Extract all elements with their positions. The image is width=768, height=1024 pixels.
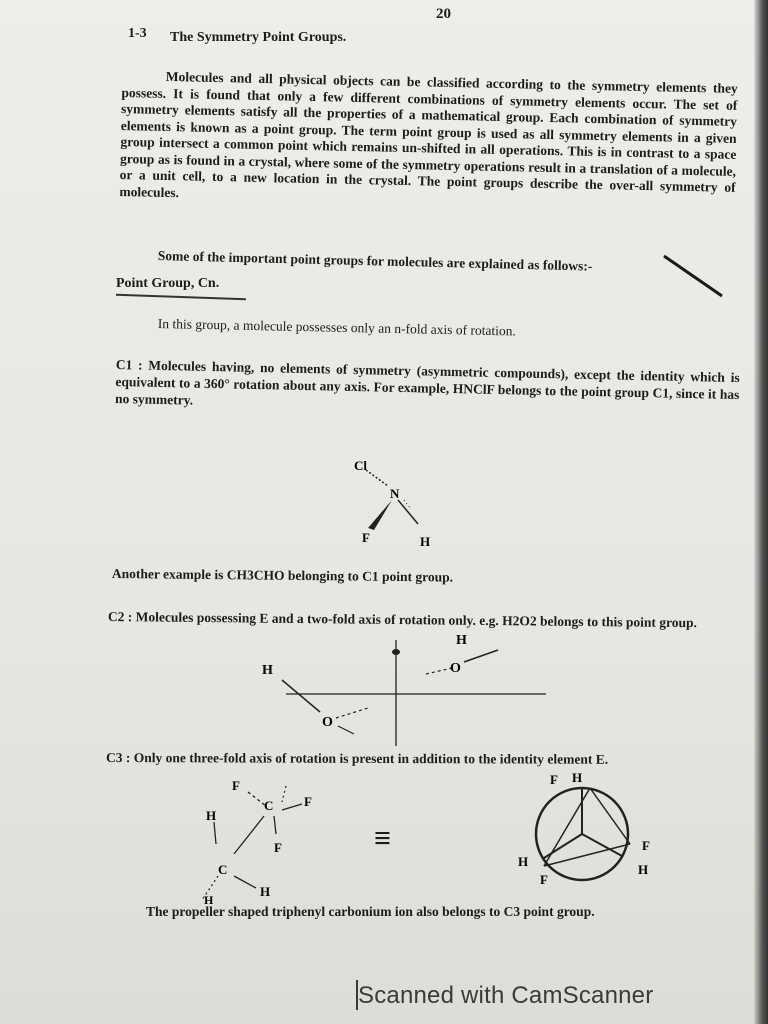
c3r-f-top-label: F	[550, 772, 558, 787]
c1-text: : Molecules having, no elements of symmetry (asymmetric compounds), except the identity which is equivalent to a 360° rotation about any axis. For example, HNClF belongs to the point group C1, since it has no symmetry.	[114, 357, 740, 408]
c3l-c-top-label: C	[264, 798, 274, 813]
another-example-line: Another example is CH3CHO belonging to C1 point group.	[111, 566, 454, 585]
c3l-h-left-label: H	[206, 808, 217, 823]
c3-label: C3	[105, 750, 123, 766]
c3-text: : Only one three-fold axis of rotation is present in addition to the identity element E.	[125, 750, 609, 767]
equivalence-symbol: ≡	[374, 822, 392, 855]
hnclf-f-label: F	[362, 530, 370, 545]
h2o2-h-right-label: H	[456, 633, 467, 648]
section-number: 1-3	[128, 26, 147, 41]
c3l-h-bl-label: H	[204, 893, 214, 906]
hnclf-h-label: H	[420, 534, 431, 549]
intro-text: Molecules and all physical objects can be classified according to the symmetry elements they possess. It is found that only a few different combinations of symmetry elements occur. The set of symmetry elements satisfy all the properties of a mathematical group. Each combination of symmetry elements is known as a point group. The term point group is used as all symmetry elements in a given group intersect a common point which remains un-shifted in all operations. This is in contrast to a space group as is found in a crystal, where some of the symmetry operations result in a translation of a molecule, or a unit cell, to a new location in the crystal. The point groups describe the over-all symmetry of molecules.	[119, 68, 738, 200]
camscanner-watermark: Scanned with CamScanner	[358, 982, 654, 1009]
h2o2-h-left-label: H	[262, 663, 273, 678]
c3r-h-top-label: H	[572, 770, 583, 785]
c3r-f-bottom-label: F	[540, 872, 548, 887]
hnclf-structure	[340, 450, 450, 550]
c3-paragraph	[106, 750, 608, 768]
c3r-h-left-label: H	[518, 854, 529, 869]
c3l-f-right-label: F	[304, 794, 312, 809]
c3-sawhorse-structure	[190, 776, 340, 906]
cn-description: In this group, a molecule possesses only an n-fold axis of rotation.	[157, 316, 516, 339]
c2-label: C2	[107, 608, 125, 625]
h2o2-o-lower-label: O	[322, 715, 333, 730]
intro-paragraph	[119, 68, 738, 213]
hnclf-cl-label: Cl	[354, 458, 367, 473]
c3l-f-bottom-label: F	[274, 840, 282, 855]
c2-text: : Molecules possessing E and a two-fold axis of rotation only. e.g. H2O2 belongs to this point group.	[127, 609, 698, 631]
c3r-h-right-label: H	[638, 862, 649, 877]
hnclf-n-label: N	[390, 486, 400, 501]
h2o2-structure	[250, 630, 560, 750]
c3l-h-br-label: H	[260, 884, 271, 899]
h2o2-o-upper-label: O	[450, 661, 461, 676]
c3l-f-top-label: F	[232, 778, 240, 793]
page-number: 20	[436, 6, 451, 22]
c3l-c-bottom-label: C	[218, 862, 228, 877]
important-groups-line: Some of the important point groups for molecules are explained as follows:-	[157, 248, 593, 274]
page-edge-shadow	[754, 0, 768, 1024]
pen-mark-icon	[660, 250, 730, 300]
point-group-heading: Point Group, Cn.	[116, 276, 220, 291]
caption-text: The propeller shaped triphenyl carbonium ion also belongs to C3 point group.	[146, 904, 595, 919]
c3r-f-right-label: F	[642, 838, 650, 853]
c1-label: C1	[115, 356, 133, 373]
section-title: The Symmetry Point Groups.	[170, 30, 347, 45]
c3-newman-projection	[510, 770, 690, 890]
